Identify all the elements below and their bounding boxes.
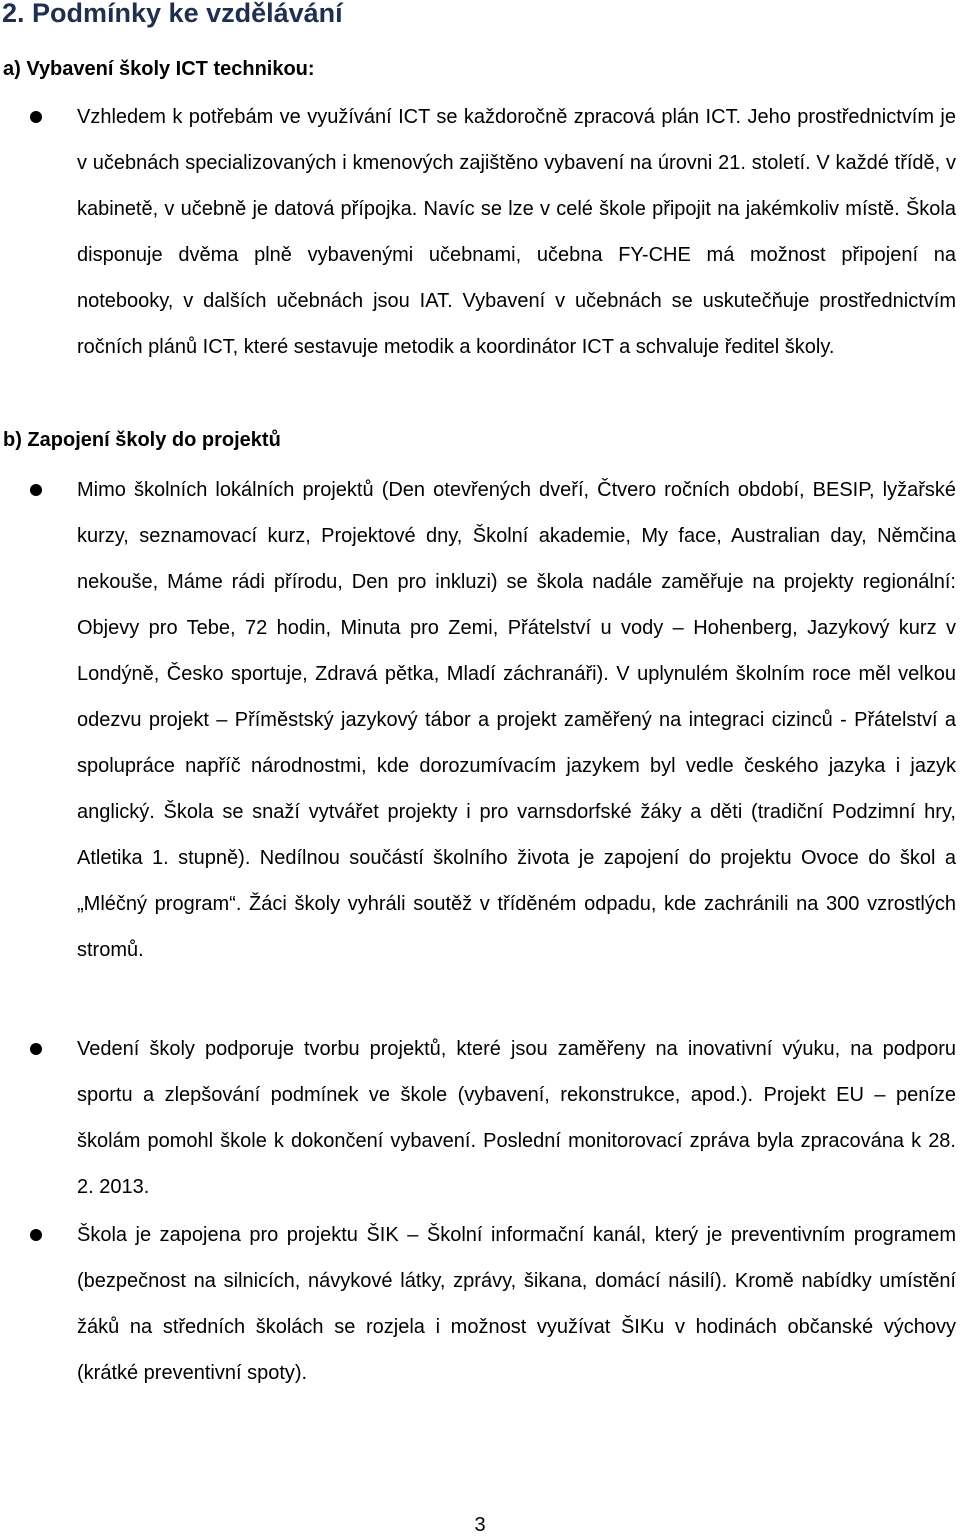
bullet-icon	[30, 111, 42, 123]
page-number: 3	[474, 1514, 486, 1536]
section-title: 2. Podmínky ke vzdělávání	[2, 0, 343, 28]
list-item-local-projects: Mimo školních lokálních projektů (Den otevřených dveří, Čtvero ročních období, BESIP, lyžařské kurzy, seznamovací kurz, Projektové dny, Školní akademie, My face, Australian day, Němčina nekouše, Máme rádi přírodu, Den pro inkluzi) se škola nadále zaměřuje na projekty regionální: Objevy pro Tebe, 72 hodin, Minuta pro Zemi, Přátelství u vody – Hohenberg, Jazykový kurz v Londýně, Česko sportuje, Zdravá pětka, Mladí záchranáři). V uplynulém školním roce měl velkou odezvu projekt – Příměstský jazykový tábor a projekt zaměřený na integraci cizinců - Přátelství a spolupráce napříč národnostmi, kde dorozumívacím jazykem byl vedle českého jazyka i jazyk anglický. Škola se snaží vytvářet projekty i pro varnsdorfské žáky a děti (tradiční Podzimní hry, Atletika 1. stupně). Nedílnou součástí školního života je zapojení do projektu Ovoce do škol a „Mléčný program“. Žáci školy vyhráli soutěž v tříděném odpadu, kde zachránili na 300 vzrostlých stromů.	[77, 479, 956, 961]
list-item-management-projects: Vedení školy podporuje tvorbu projektů, které jsou zaměřeny na inovativní výuku, na podporu sportu a zlepšování podmínek ve škole (vybavení, rekonstrukce, apod.). Projekt EU – peníze školám pomohl škole k dokončení vybavení. Poslední monitorovací zpráva byla zpracována k 28. 2. 2013.	[77, 1038, 956, 1198]
bullet-icon	[30, 484, 42, 496]
bullet-icon	[30, 1229, 42, 1241]
bullet-icon	[30, 1043, 42, 1055]
subsection-a-heading: a) Vybavení školy ICT technikou:	[3, 58, 315, 80]
subsection-b-heading: b) Zapojení školy do projektů	[3, 429, 281, 451]
list-item-sik-project: Škola je zapojena pro projektu ŠIK – Školní informační kanál, který je preventivním programem (bezpečnost na silnicích, návykové látky, zprávy, šikana, domácí násilí). Kromě nabídky umístění žáků na středních školách se rozjela i možnost využívat ŠIKu v hodinách občanské výchovy (krátké preventivní spoty).	[77, 1224, 956, 1384]
list-item-ict-equipment: Vzhledem k potřebám ve využívání ICT se každoročně zpracová plán ICT. Jeho prostřednictvím je v učebnách specializovaných i kmenových zajištěno vybavení na úrovni 21. století. V každé třídě, v kabinetě, v učebně je datová přípojka. Navíc se lze v celé škole připojit na jakémkoliv místě. Škola disponuje dvěma plně vybavenými učebnami, učebna FY-CHE má možnost připojení na notebooky, v dalších učebnách jsou IAT. Vybavení v učebnách se uskutečňuje prostřednictvím ročních plánů ICT, které sestavuje metodik a koordinátor ICT a schvaluje ředitel školy.	[77, 106, 956, 358]
